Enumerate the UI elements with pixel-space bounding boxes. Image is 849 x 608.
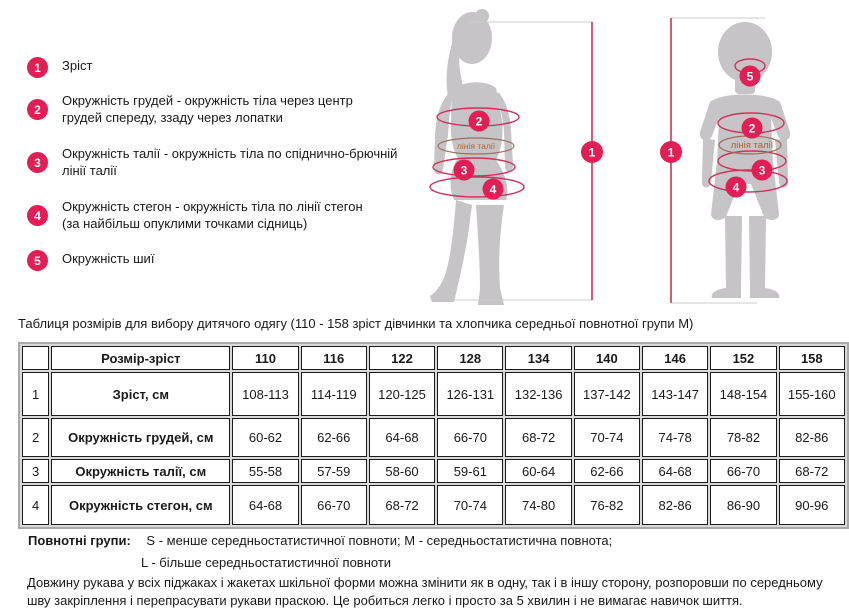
value-cell: 60-64: [505, 459, 571, 483]
table-title: Таблиця розмірів для вибору дитячого одягу (110 - 158 зріст дівчинки та хлопчика середньої повнотної групи М): [18, 316, 694, 331]
svg-text:4: 4: [489, 182, 497, 197]
value-cell: 137-142: [574, 372, 640, 416]
header-size-cell: 140: [574, 346, 640, 370]
boy-marker-chest: [742, 118, 763, 139]
girl-marker-chest: [469, 111, 490, 132]
value-cell: 74-78: [642, 418, 708, 457]
boy-marker-height: [660, 141, 682, 163]
row-number-cell: 4: [22, 485, 49, 525]
marker-2-badge: 2: [27, 99, 48, 120]
table-row-height: [22, 372, 845, 416]
svg-text:3: 3: [460, 163, 468, 178]
marker-5-badge: 5: [27, 250, 48, 271]
boy-marker-hips: [726, 177, 747, 198]
girl-marker-waist: [454, 160, 475, 181]
row-label-cell: Окружність талії, см: [51, 459, 230, 483]
legend-line: лінії талії: [62, 163, 117, 178]
value-cell: 64-68: [232, 485, 298, 525]
boy-waist-label: лінія талії: [730, 140, 774, 151]
value-cell: 86-90: [710, 485, 776, 525]
legend-line: Зріст: [62, 58, 93, 73]
marker-4-badge: 4: [27, 205, 48, 226]
value-cell: 76-82: [574, 485, 640, 525]
header-size-cell: 110: [232, 346, 298, 370]
value-cell: 70-74: [574, 418, 640, 457]
table-header-row: [22, 346, 845, 370]
fullness-groups-line1: S - менше середньостатистичної повноти; M - середньостатистична повнота;: [146, 533, 613, 548]
legend-item-height-text: [62, 57, 92, 74]
row-number-cell: 1: [22, 372, 49, 416]
svg-text:2: 2: [748, 121, 756, 136]
value-cell: 120-125: [369, 372, 435, 416]
value-cell: 132-136: [505, 372, 571, 416]
value-cell: 68-72: [505, 418, 571, 457]
header-size-cell: 152: [710, 346, 776, 370]
value-cell: 66-70: [710, 459, 776, 483]
fullness-groups-line2: L - більше середньостатистичної повноти: [141, 555, 392, 570]
sleeve-note-paragraph: [27, 574, 823, 608]
value-cell: 90-96: [779, 485, 845, 525]
header-empty-cell: [22, 346, 49, 370]
paragraph-line: шву закріплення і перепрасувати рукави праскою. Це робиться легко і просто за 5 хвилин і не вимагає навичок шиття.: [27, 593, 743, 608]
value-cell: 66-70: [437, 418, 503, 457]
value-cell: 82-86: [779, 418, 845, 457]
legend-item-hips: [27, 198, 363, 232]
girl-silhouette: [430, 9, 513, 305]
fullness-groups-label: Повнотні групи:: [28, 533, 131, 548]
svg-text:1: 1: [667, 145, 675, 160]
header-size-cell: 146: [642, 346, 708, 370]
value-cell: 78-82: [710, 418, 776, 457]
boy-marker-waist: [752, 160, 773, 181]
value-cell: 143-147: [642, 372, 708, 416]
paragraph-line: Довжину рукава у всіх піджаках і жакетах шкільної форми можна змінити як в одну, так і в іншу сторону, розпоровши по середньому: [27, 575, 823, 590]
header-size-cell: 134: [505, 346, 571, 370]
header-size-cell: 122: [369, 346, 435, 370]
legend-item-waist: [27, 145, 397, 179]
row-number-cell: 3: [22, 459, 49, 483]
row-label-cell: Окружність стегон, см: [51, 485, 230, 525]
value-cell: 60-62: [232, 418, 298, 457]
table-row-waist: [22, 459, 845, 483]
girl-marker-height: [581, 141, 603, 163]
value-cell: 126-131: [437, 372, 503, 416]
svg-text:4: 4: [732, 180, 740, 195]
legend-item-height: [27, 57, 92, 78]
girl-waist-label: лінія талії: [456, 141, 496, 151]
legend-item-chest-text: [62, 92, 353, 126]
size-table: [18, 342, 849, 529]
table-row-chest: [22, 418, 845, 457]
header-label-cell: Розмір-зріст: [51, 346, 230, 370]
value-cell: 68-72: [369, 485, 435, 525]
value-cell: 58-60: [369, 459, 435, 483]
legend-item-hips-text: [62, 198, 363, 232]
value-cell: 148-154: [710, 372, 776, 416]
value-cell: 59-61: [437, 459, 503, 483]
measurement-figures: [420, 0, 849, 315]
value-cell: 82-86: [642, 485, 708, 525]
value-cell: 64-68: [642, 459, 708, 483]
value-cell: 57-59: [301, 459, 367, 483]
value-cell: 55-58: [232, 459, 298, 483]
header-size-cell: 158: [779, 346, 845, 370]
value-cell: 68-72: [779, 459, 845, 483]
value-cell: 62-66: [301, 418, 367, 457]
legend-line: Окружність шиї: [62, 251, 155, 266]
boy-silhouette: [700, 22, 791, 298]
value-cell: 114-119: [301, 372, 367, 416]
legend-item-neck-text: [62, 250, 154, 267]
value-cell: 70-74: [437, 485, 503, 525]
row-label-cell: Зріст, см: [51, 372, 230, 416]
value-cell: 66-70: [301, 485, 367, 525]
row-label-cell: Окружність грудей, см: [51, 418, 230, 457]
legend-item-chest: [27, 92, 353, 126]
fullness-groups-row: [28, 533, 612, 548]
legend-item-waist-text: [62, 145, 397, 179]
value-cell: 108-113: [232, 372, 298, 416]
legend-item-neck: [27, 250, 154, 271]
legend-line: грудей спереду, ззаду через лопатки: [62, 110, 283, 125]
value-cell: 155-160: [779, 372, 845, 416]
svg-text:5: 5: [746, 69, 754, 84]
header-size-cell: 116: [301, 346, 367, 370]
value-cell: 64-68: [369, 418, 435, 457]
svg-text:1: 1: [588, 145, 596, 160]
marker-3-badge: 3: [27, 152, 48, 173]
legend-line: Окружність стегон - окружність тіла по лінії стегон: [62, 199, 363, 214]
legend-line: Окружність талії - окружність тіла по спіднично-брючній: [62, 146, 398, 161]
legend-line: (за найбільш опуклими точками сідниць): [62, 216, 308, 231]
header-size-cell: 128: [437, 346, 503, 370]
marker-1-badge: 1: [27, 57, 48, 78]
boy-marker-neck: [740, 66, 761, 87]
value-cell: 62-66: [574, 459, 640, 483]
value-cell: 74-80: [505, 485, 571, 525]
table-row-hips: [22, 485, 845, 525]
girl-marker-hips: [483, 179, 504, 200]
row-number-cell: 2: [22, 418, 49, 457]
legend-line: Окружність грудей - окружність тіла через центр: [62, 93, 353, 108]
svg-text:2: 2: [475, 114, 483, 129]
svg-text:3: 3: [758, 163, 766, 178]
